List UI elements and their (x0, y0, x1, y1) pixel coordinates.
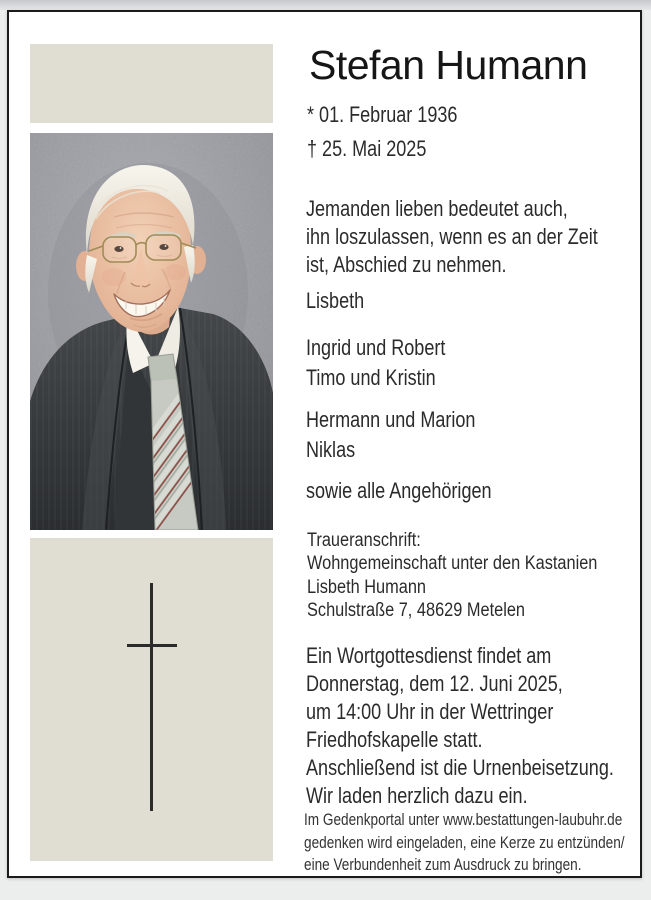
cross-icon (127, 583, 177, 811)
service-line: Ein Wortgottesdienst findet am (306, 643, 552, 668)
birth-date: * 01. Februar 1936 (307, 102, 458, 127)
quote-line: ihn loszulassen, wenn es an der Zeit (306, 224, 598, 249)
mourner-name: Lisbeth (306, 288, 365, 313)
service-line: Donnerstag, dem 12. Juni 2025, (306, 671, 563, 696)
memorial-line: gedenken wird eingeladen, eine Kerze zu entzünden/ (304, 832, 625, 852)
quote-line: Jemanden lieben bedeutet auch, (306, 196, 568, 221)
quote-line: ist, Abschied zu nehmen. (306, 252, 507, 277)
portrait-photo (30, 133, 273, 530)
mourning-address (307, 529, 597, 623)
service-line: Anschließend ist die Urnenbeisetzung. (306, 755, 614, 780)
obituary-card (7, 10, 642, 878)
service-line: um 14:00 Uhr in der Wettringer (306, 699, 554, 724)
portrait-illustration (30, 133, 273, 530)
memorial-quote (306, 195, 598, 279)
service-line: Friedhofskapelle statt. (306, 727, 483, 752)
mourner-group (306, 405, 475, 465)
mourner-group (306, 333, 445, 393)
mourner-name: Timo und Kristin (306, 365, 436, 390)
deceased-name: Stefan Humann (309, 42, 588, 88)
memorial-portal-note (304, 809, 625, 877)
decorative-block-top (30, 44, 273, 123)
death-date: † 25. Mai 2025 (307, 136, 427, 161)
service-announcement (306, 642, 614, 810)
service-line: Wir laden herzlich dazu ein. (306, 783, 528, 808)
mourner-name: Niklas (306, 437, 356, 462)
mourners-closing: sowie alle Angehörigen (306, 478, 492, 503)
address-label: Traueranschrift: (307, 530, 421, 551)
address-line: Lisbeth Humann (307, 576, 427, 598)
memorial-line: Im Gedenkportal unter www.bestattungen-laubuhr.de (304, 810, 623, 829)
memorial-line: eine Verbundenheit zum Ausdruck zu bringen. (304, 855, 582, 875)
window-top-edge (0, 0, 651, 10)
address-line: Schulstraße 7, 48629 Metelen (307, 600, 526, 622)
address-line: Wohngemeinschaft unter den Kastanien (307, 553, 598, 575)
mourner-name: Hermann und Marion (306, 407, 476, 432)
mourner-name: Ingrid und Robert (306, 335, 446, 360)
